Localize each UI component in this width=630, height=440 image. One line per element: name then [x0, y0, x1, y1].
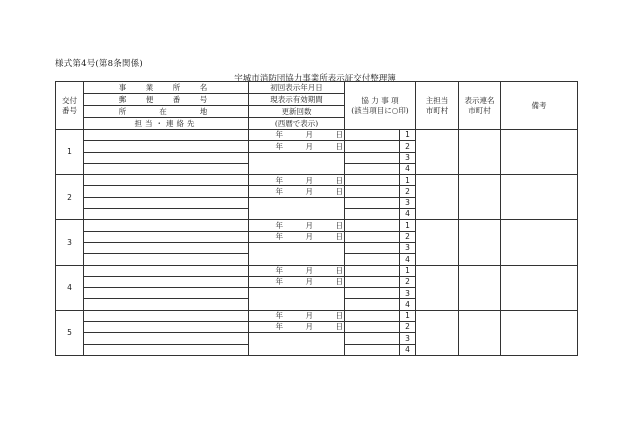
entry-number: 3: [56, 220, 84, 265]
entry-number: 5: [56, 310, 84, 355]
header-main-municipality: 主担当 市町村: [416, 82, 459, 130]
cooperation-mark-cell[interactable]: [345, 265, 400, 276]
form-title: 宇城市消防団協力事業所表示証交付整理簿: [234, 74, 396, 84]
cooperation-item-number: 3: [400, 333, 416, 344]
day-label: 日: [335, 265, 343, 275]
day-label: 日: [335, 175, 343, 185]
year-label: 年: [275, 130, 283, 140]
cooperation-item-number: 3: [400, 197, 416, 208]
day-label: 日: [335, 322, 343, 332]
first-display-date-cell[interactable]: [249, 130, 345, 141]
business-info-cell[interactable]: [84, 310, 249, 321]
cooperation-mark-cell[interactable]: [345, 152, 400, 163]
cooperation-mark-cell[interactable]: [345, 333, 400, 344]
header-western-calendar-note: (西暦で表示): [249, 118, 345, 130]
validity-period-cell[interactable]: [249, 322, 345, 333]
month-label: 月: [305, 130, 313, 140]
cooperation-item-number: 1: [400, 220, 416, 231]
cooperation-item-number: 3: [400, 288, 416, 299]
header-business-name: 事 業 所 名: [84, 82, 249, 94]
cooperation-item-number: 2: [400, 141, 416, 152]
business-info-cell[interactable]: [84, 254, 249, 265]
cooperation-mark-cell[interactable]: [345, 310, 400, 321]
entry-number: 4: [56, 265, 84, 310]
register-table: [55, 81, 578, 356]
cooperation-item-number: 4: [400, 254, 416, 265]
cooperation-mark-cell[interactable]: [345, 209, 400, 220]
year-label: 年: [275, 175, 283, 185]
header-address: 所 在 地: [84, 106, 249, 118]
cooperation-item-number: 2: [400, 276, 416, 287]
business-info-cell[interactable]: [84, 163, 249, 174]
month-label: 月: [305, 186, 313, 196]
cooperation-item-number: 4: [400, 344, 416, 355]
day-label: 日: [335, 130, 343, 140]
month-label: 月: [305, 232, 313, 242]
cooperation-mark-cell[interactable]: [345, 141, 400, 152]
header-renewal-count: 更新回数: [249, 106, 345, 118]
validity-period-cell[interactable]: [249, 231, 345, 242]
cooperation-item-number: 4: [400, 163, 416, 174]
main-municipality-cell[interactable]: [416, 130, 459, 175]
joint-municipality-cell[interactable]: [459, 265, 501, 310]
day-label: 日: [335, 311, 343, 321]
renewal-count-cell[interactable]: [249, 288, 345, 311]
cooperation-item-number: 2: [400, 231, 416, 242]
business-info-cell[interactable]: [84, 175, 249, 186]
validity-period-cell[interactable]: [249, 186, 345, 197]
business-info-cell[interactable]: [84, 186, 249, 197]
header-contact: 担当・連絡先: [84, 118, 249, 130]
year-label: 年: [275, 220, 283, 230]
entry-number: 2: [56, 175, 84, 220]
header-validity-period: 現表示有効期間: [249, 94, 345, 106]
cooperation-item-number: 3: [400, 152, 416, 163]
first-display-date-cell[interactable]: [249, 175, 345, 186]
header-joint-municipality: 表示連名 市町村: [459, 82, 501, 130]
year-label: 年: [275, 232, 283, 242]
main-municipality-cell[interactable]: [416, 310, 459, 355]
day-label: 日: [335, 277, 343, 287]
business-info-cell[interactable]: [84, 265, 249, 276]
cooperation-item-number: 3: [400, 242, 416, 253]
renewal-count-cell[interactable]: [249, 242, 345, 265]
renewal-count-cell[interactable]: [249, 197, 345, 220]
first-display-date-cell[interactable]: [249, 310, 345, 321]
header-first-display-date: 初回表示年月日: [249, 82, 345, 94]
cooperation-mark-cell[interactable]: [345, 163, 400, 174]
joint-municipality-cell[interactable]: [459, 220, 501, 265]
year-label: 年: [275, 322, 283, 332]
business-info-cell[interactable]: [84, 231, 249, 242]
business-info-cell[interactable]: [84, 299, 249, 310]
first-display-date-cell[interactable]: [249, 265, 345, 276]
business-info-cell[interactable]: [84, 242, 249, 253]
cooperation-mark-cell[interactable]: [345, 288, 400, 299]
day-label: 日: [335, 232, 343, 242]
header-cooperation: 協 力 事 項 (該当項目に○印): [345, 82, 416, 130]
cooperation-item-number: 4: [400, 299, 416, 310]
remarks-cell[interactable]: [501, 130, 578, 175]
business-info-cell[interactable]: [84, 209, 249, 220]
renewal-count-cell[interactable]: [249, 152, 345, 175]
entry-row: [56, 265, 578, 276]
month-label: 月: [305, 322, 313, 332]
renewal-count-cell[interactable]: [249, 333, 345, 356]
cooperation-mark-cell[interactable]: [345, 254, 400, 265]
year-label: 年: [275, 277, 283, 287]
remarks-cell[interactable]: [501, 310, 578, 355]
cooperation-item-number: 1: [400, 130, 416, 141]
day-label: 日: [335, 220, 343, 230]
cooperation-mark-cell[interactable]: [345, 322, 400, 333]
validity-period-cell[interactable]: [249, 276, 345, 287]
entry-row: [56, 310, 578, 321]
cooperation-item-number: 2: [400, 186, 416, 197]
cooperation-item-number: 4: [400, 209, 416, 220]
month-label: 月: [305, 220, 313, 230]
business-info-cell[interactable]: [84, 220, 249, 231]
cooperation-mark-cell[interactable]: [345, 186, 400, 197]
main-municipality-cell[interactable]: [416, 220, 459, 265]
cooperation-mark-cell[interactable]: [345, 197, 400, 208]
year-label: 年: [275, 265, 283, 275]
remarks-cell[interactable]: [501, 175, 578, 220]
business-info-cell[interactable]: [84, 322, 249, 333]
day-label: 日: [335, 141, 343, 151]
month-label: 月: [305, 265, 313, 275]
cooperation-mark-cell[interactable]: [345, 130, 400, 141]
cooperation-mark-cell[interactable]: [345, 175, 400, 186]
cooperation-item-number: 1: [400, 310, 416, 321]
entry-row: [56, 175, 578, 186]
validity-period-cell[interactable]: [249, 141, 345, 152]
main-municipality-cell[interactable]: [416, 265, 459, 310]
first-display-date-cell[interactable]: [249, 220, 345, 231]
remarks-cell[interactable]: [501, 265, 578, 310]
remarks-cell[interactable]: [501, 220, 578, 265]
cooperation-mark-cell[interactable]: [345, 299, 400, 310]
joint-municipality-cell[interactable]: [459, 310, 501, 355]
cooperation-mark-cell[interactable]: [345, 344, 400, 355]
form-label: 様式第4号(第8条関係): [55, 59, 143, 69]
month-label: 月: [305, 141, 313, 151]
business-info-cell[interactable]: [84, 344, 249, 355]
cooperation-item-number: 1: [400, 265, 416, 276]
cooperation-mark-cell[interactable]: [345, 242, 400, 253]
joint-municipality-cell[interactable]: [459, 130, 501, 175]
business-info-cell[interactable]: [84, 333, 249, 344]
entry-row: [56, 130, 578, 141]
joint-municipality-cell[interactable]: [459, 175, 501, 220]
cooperation-mark-cell[interactable]: [345, 276, 400, 287]
cooperation-item-number: 2: [400, 322, 416, 333]
business-info-cell[interactable]: [84, 197, 249, 208]
year-label: 年: [275, 141, 283, 151]
entry-row: [56, 220, 578, 231]
main-municipality-cell[interactable]: [416, 175, 459, 220]
business-info-cell[interactable]: [84, 152, 249, 163]
header-remarks: 備考: [501, 82, 578, 130]
entry-number: 1: [56, 130, 84, 175]
month-label: 月: [305, 311, 313, 321]
business-info-cell[interactable]: [84, 141, 249, 152]
month-label: 月: [305, 175, 313, 185]
cooperation-mark-cell[interactable]: [345, 231, 400, 242]
year-label: 年: [275, 186, 283, 196]
cooperation-mark-cell[interactable]: [345, 220, 400, 231]
business-info-cell[interactable]: [84, 130, 249, 141]
header-postal-code: 郵 便 番 号: [84, 94, 249, 106]
business-info-cell[interactable]: [84, 288, 249, 299]
year-label: 年: [275, 311, 283, 321]
cooperation-item-number: 1: [400, 175, 416, 186]
month-label: 月: [305, 277, 313, 287]
header-issue-number: 交付 番号: [56, 82, 84, 130]
day-label: 日: [335, 186, 343, 196]
business-info-cell[interactable]: [84, 276, 249, 287]
